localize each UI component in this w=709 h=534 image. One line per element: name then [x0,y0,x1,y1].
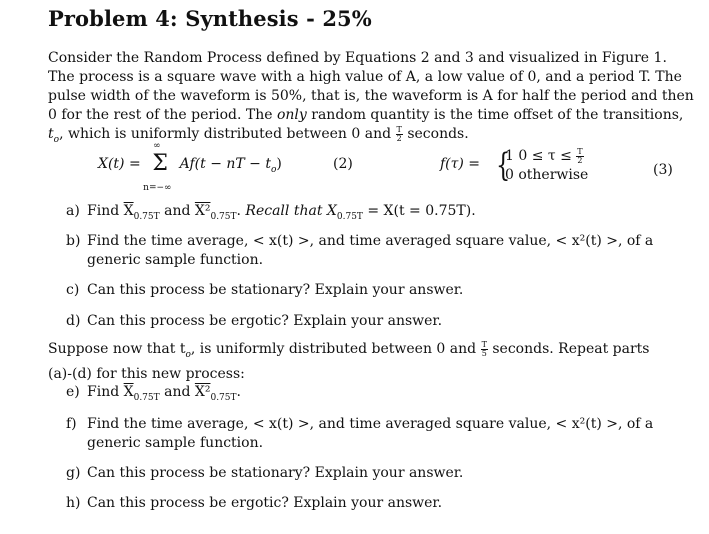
question-c: c) Can this process be stationary? Explain your answer. [66,282,464,298]
case-1: 1 0 ≤ τ ≤ $\frac{T}{2}$ [505,146,583,165]
case-2: 0 otherwise [505,167,589,183]
question-g: g) Can this process be stationary? Explain your answer. [66,465,464,481]
left-brace: { [496,146,511,184]
equation-number-3: (3) [653,162,673,178]
intro-line-2: The process is a square wave with a high value of A, a low value of 0, and a period T. The [48,69,682,85]
question-e: e) Find $\overline{X}_{0.75T}$ and $X^2_{0.75T}$. [66,384,241,403]
question-h: h) Can this process be ergotic? Explain your answer. [66,495,443,511]
equation-number-2: (2) [333,156,353,172]
fraction-t-over-2: $\frac{T}{2}$ [396,124,402,143]
question-d: d) Can this process be ergotic? Explain your answer. [66,313,443,329]
fraction-t-over-5: $\frac{T}{5}$ [481,339,487,358]
intro-line-1: Consider the Random Process defined by Equations 2 and 3 and visualized in Figure 1. [48,50,667,66]
question-f: f) Find the time average, < x(t) >, and time averaged square value, < x²(t) >, of a generic sample function. [66,416,654,451]
equation-2: X(t) = ∞ Σ n=−∞ Af(t − nT − $t_o$) [98,141,282,193]
intro-line-5: $t_o$, which is uniformly distributed between 0 and $\frac{T}{2}$ seconds. [48,124,469,145]
summation-symbol: ∞ Σ n=−∞ [143,141,172,193]
suppose-paragraph [48,340,648,384]
suppose-line-1: Suppose now that $t_o$, is uniformly distributed between 0 and $\frac{T}{5}$ seconds. Repeat parts [48,339,650,360]
equations-row [0,141,709,195]
equation-3-cases [505,147,588,185]
equation-3-lhs: f(τ) = [440,156,481,172]
intro-paragraph [48,49,694,150]
suppose-line-2: (a)-(d) for this new process: [48,365,245,382]
question-b: b) Find the time average, < x(t) >, and time averaged square value, < x²(t) >, of a generic sample function. [66,233,654,268]
intro-line-3: pulse width of the waveform is 50%, that is, the waveform is A for half the period and then [48,88,694,104]
problem-title: Problem 4: Synthesis - 25% [48,6,372,31]
question-a: a) Find $\overline{X}_{0.75T}$ and $X^2_{0.75T}$. Recall that $X_{0.75T} = X(t = 0.75T)$. [66,203,476,222]
intro-line-4: 0 for the rest of the period. The only random quantity is the time offset of the transitions, [48,107,684,123]
